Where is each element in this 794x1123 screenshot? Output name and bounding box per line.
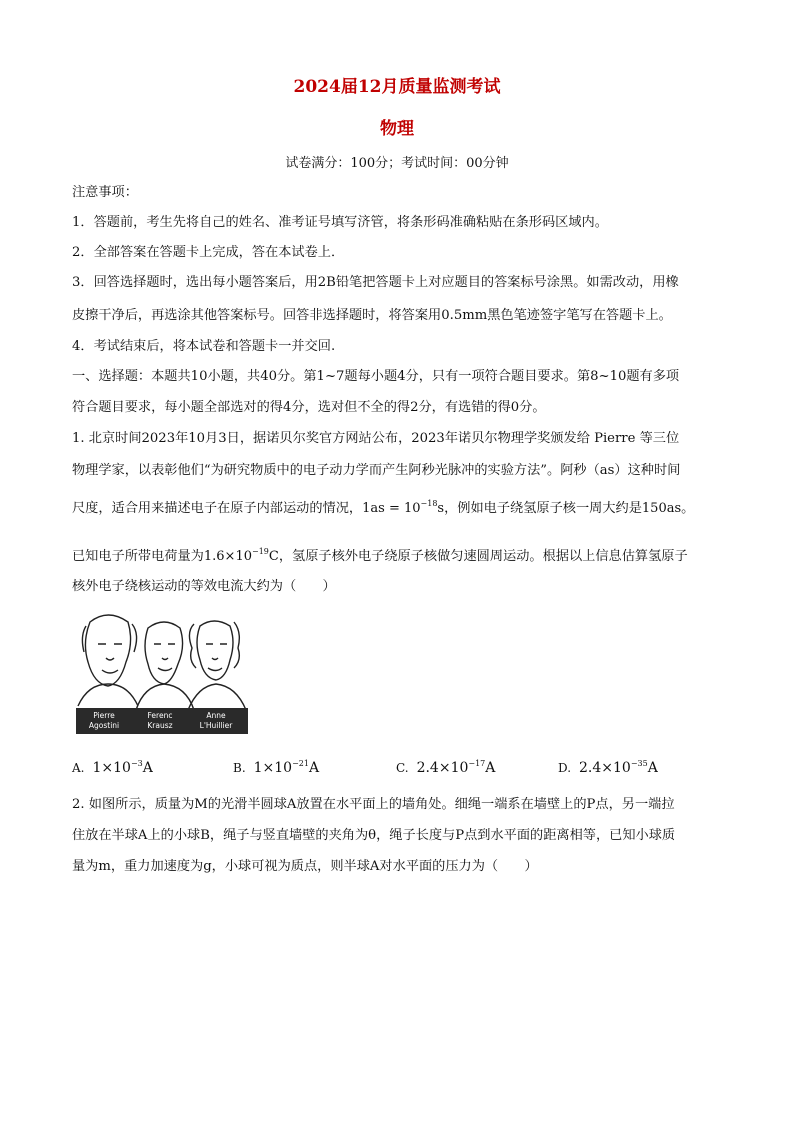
q1-line-3-mid: ，例如电子绕氢原子核一周大约是 [444,501,642,516]
q1-line-2: 物理学家，以表彰他们“为研究物质中的电子动力学而产生阿秒光脉冲的实验方法”。阿秒（as）这种时间 [72,463,681,478]
q1-line-3-end: 。 [681,501,695,516]
q1-line-3 [72,500,732,518]
section1-line-a: 一、选择题：本题共10小题，共40分。第1~7题每小题4分，只有一项符合题目要求。第8~10题有多项 [72,369,680,384]
q1-option-b [233,760,319,776]
exam-title: 2024届12月质量监测考试 [293,77,501,97]
note-1: 1．答题前，考生先将自己的姓名、准考证号填写济管，将条形码准确粘贴在条形码区域内。 [72,215,608,230]
formula-exponent: −18 [420,499,438,508]
option-key: B. [233,761,246,775]
q1-option-a [72,760,153,776]
option-key: D. [558,761,572,775]
note-3b: 皮擦干净后，再选涂其他答案标号。回答非选择题时，将答案用0.5mm黑色笔迹签字笔写在答题卡上。 [72,308,672,323]
option-value: $1\times 10^{-3}A$ [92,759,153,776]
exam-subject: 物理 [380,119,414,139]
laureate-name-1b: Agostini [88,721,120,730]
q1-option-d [558,760,658,776]
q1-line-4-pre: 已知电子所带电荷量为 [72,549,204,564]
nobel-laureates-image [76,610,248,734]
option-key: A. [72,761,85,775]
charge-base: 1.6×10 [203,549,252,564]
q2-line-2: 住放在半球A上的小球B，绳子与竖直墙壁的夹角为θ，绳子长度与P点到水平面的距离相等，已知小球质 [72,828,676,843]
laureate-name-3b: L'Huillier [199,721,233,730]
electron-charge [204,549,279,564]
charge-exponent: −19 [251,547,269,556]
laureate-name-2b: Krausz [147,721,173,730]
note-4: 4．考试结束后，将本试卷和答题卡一并交回. [72,339,336,354]
option-key: C. [396,761,409,775]
q2-line-1: 2. 如图所示，质量为M的光滑半圆球A放置在水平面上的墙角处。细绳一端系在墙壁上的P点，另一端拉 [72,797,675,812]
option-value: $1\times 10^{-21}A$ [253,759,320,776]
q1-line-1: 1. 北京时间2023年10月3日，据诺贝尔奖官方网站公布，2023年诺贝尔物理学奖颁发给 Pierre 等三位 [72,431,680,446]
q1-line-4-post: ，氢原子核外电子绕原子核做匀速圆周运动。根据以上信息估算氢原子 [278,549,688,564]
q1-line-3-text: 尺度，适合用来描述电子在原子内部运动的情况， [72,501,363,516]
laureate-name-1a: Pierre [93,711,115,720]
option-value: $2.4\times 10^{-35}A$ [579,759,658,776]
exam-meta: 试卷满分：100分；考试时间：00分钟 [285,156,509,171]
note-3a: 3．回答选择题时，选出每小题答案后，用2B铅笔把答题卡上对应题目的答案标号涂黑。如需改动，用橡 [72,275,679,290]
q1-line-5: 核外电子绕核运动的等效电流大约为（ ） [72,579,336,594]
charge-unit: C [268,549,279,564]
formula-base: 1as = 10 [362,501,421,516]
q1-line-4 [72,548,732,566]
note-2: 2．全部答案在答题卡上完成，答在本试卷上． [72,245,345,260]
attosecond-formula [362,501,444,516]
orbit-period-value: 150as [641,501,682,516]
q2-line-3: 量为m，重力加速度为g，小球可视为质点，则半球A对水平面的压力为（ ） [72,859,538,874]
laureate-name-3a: Anne [206,711,226,720]
q1-option-c [396,760,495,776]
section1-line-b: 符合题目要求，每小题全部选对的得4分，选对但不全的得2分，有选错的得0分。 [72,400,546,415]
laureate-name-2a: Ferenc [147,711,173,720]
formula-unit: s [437,501,445,516]
notes-heading: 注意事项： [72,185,138,200]
option-value: $2.4\times 10^{-17}A$ [416,759,496,776]
